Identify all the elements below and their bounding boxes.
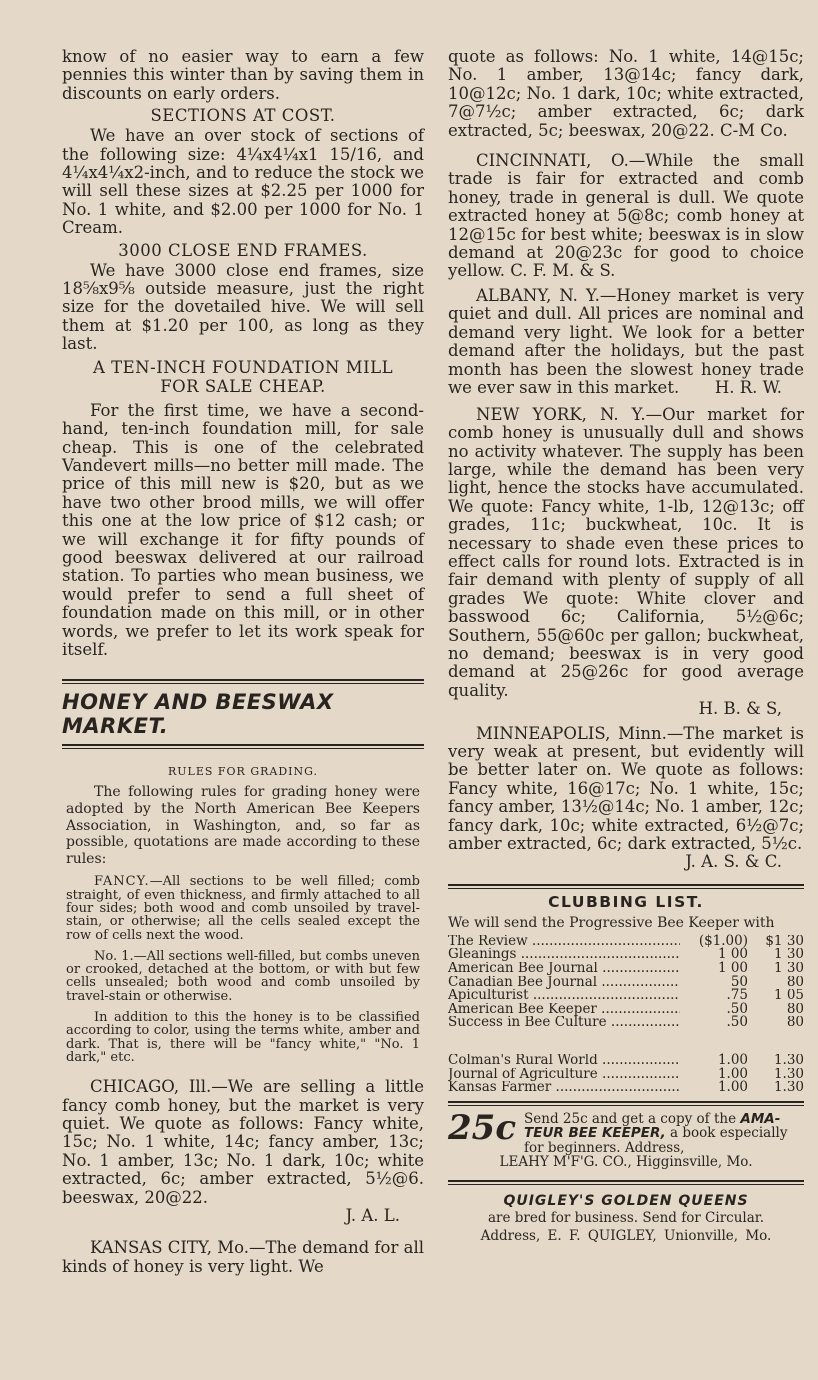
- chicago-paragraph: CHICAGO, Ill.—We are selling a little fancy comb honey, but the market is very quiet. We quote as follows: Fancy white, 15c; No. 1 white, 14c; fancy amber, 13c; No. 1 amber, 13c; No. 1 dark, 10c; white extracted, 6c; amber extracted, 5½@6. beeswax, 20@22.: [62, 1077, 424, 1207]
- sections-heading: SECTIONS AT COST.: [150, 106, 336, 126]
- clubbing-row-price: 50: [730, 973, 748, 990]
- chicago-signature: J. A. L.: [345, 1206, 400, 1226]
- amateur-bee-keeper-ad: [448, 1107, 804, 1156]
- clubbing-row-name: Journal of Agriculture .....: [448, 1068, 680, 1082]
- frames-heading: 3000 CLOSE END FRAMES.: [118, 240, 368, 260]
- clubbing-row-with: 80: [786, 1016, 804, 1031]
- mill-heading-line-1: A TEN-INCH FOUNDATION MILL: [92, 357, 394, 377]
- clubbing-row-with: 1.30: [773, 1054, 804, 1068]
- clubbing-row-name: Kansas Farmer .....: [448, 1081, 680, 1095]
- right-column: [448, 48, 804, 1245]
- quigley-title: QUIGLEY'S GOLDEN QUEENS: [503, 1193, 749, 1210]
- clubbing-row-name: Colman's Rural World .....: [448, 1054, 680, 1068]
- quigley-address: Address, E. F. QUIGLEY, Unionville, Mo.: [480, 1228, 772, 1245]
- market-title: HONEY AND BEESWAX MARKET.: [62, 690, 334, 739]
- clubbing-row: [448, 932, 804, 949]
- albany-signature: H. R. W.: [714, 378, 782, 398]
- clubbing-row: [448, 989, 804, 1003]
- quigley-text: are bred for business. Send for Circular.: [487, 1210, 765, 1227]
- minneapolis-paragraph: MINNEAPOLIS, Minn.—The market is very weak at present, but evidently will be better later on. We quote as follows: Fancy white, 16@17c; No. 1 white, 15c; fancy amber, 13½@14c; No. 1 amber, 12c; fancy dark, 10c; white extracted, 6½@7c; amber extracted, 6c; dark extracted, 5½c.: [448, 723, 804, 854]
- ad-title-1: AMA-: [740, 1110, 781, 1127]
- albany-paragraph: ALBANY, N. Y.—Honey market is very quiet and dull. All prices are nominal and demand very light. We look for a better demand after the holidays, but the past month has been the slowest honey trade we ever saw in this market.: [448, 285, 804, 397]
- clubbing-row-name: American Bee Keeper .....: [448, 1003, 680, 1017]
- classify-paragraph: In addition to this the honey is to be classified according to color, using the terms white, amber and dark. That is, there will be "fancy white," "No. 1 dark," etc.: [66, 1010, 420, 1065]
- fancy-paragraph: [62, 875, 424, 941]
- rules-heading: RULES FOR GRADING.: [167, 765, 319, 779]
- clubbing-row-price: ($1.00): [698, 932, 748, 949]
- clubbing-row-with: 80: [786, 975, 804, 990]
- clubbing-row: [448, 1081, 804, 1095]
- ad-top-rule: [448, 1101, 804, 1106]
- clubbing-row-with: 80: [786, 1002, 804, 1017]
- no1-paragraph: No. 1.—All sections well-filled, but combs uneven or crooked, detached at the bottom, or with but few cells unsealed; both wood and comb unsoiled by travel-stain or otherwise.: [66, 948, 420, 1004]
- cincinnati-paragraph: CINCINNATI, O.—While the small trade is fair for extracted and comb honey, trade in general is dull. We quote extracted honey at 5@8c; comb honey at 12@15c for best white; beeswax is in slow demand at 20@23c for good to choice yellow. C. F. M. & S.: [448, 151, 804, 281]
- ad-text-1: Send 25c and get a copy of the: [524, 1110, 737, 1127]
- clubbing-row-with: 1.30: [773, 1067, 804, 1082]
- newyork-paragraph: NEW YORK, N. Y.—Our market for comb honey is unusually dull and shows no activity whatever. The supply has been large, while the demand has been very light, hence the stocks have accumulated. We quote: Fancy white, 1-lb, 12@13c; off grades, 11c; buckwheat, 10c. It is necessary to shade even these prices to effect calls for round lots. Extracted is in fair demand with plenty of supply of all grades We quote: White clover and basswood 6c; California, 5½@6c; Southern, 55@60c per gallon; buckwheat, no demand; beeswax is in very good demand at 25@26c for good average quality.: [448, 404, 804, 700]
- rules-paragraph: The following rules for grading honey were adopted by the North American Bee Keepers Association, in Washington, and, so far as possible, quotations are made according to these rules:: [66, 784, 420, 867]
- quigley-top-rule: [448, 1180, 804, 1185]
- clubbing-row-price: .75: [726, 987, 748, 1004]
- clubbing-row-price: 1.00: [717, 1079, 748, 1096]
- sections-paragraph: We have an over stock of sections of the following size: 4¼x4¼x1 15/16, and 4¼x4¼x2-inch, and to reduce the stock we will sell these sizes at $2.25 per 1000 for No. 1 white, and $2.00 per 1000 for No. 1 Cream.: [62, 126, 424, 238]
- clubbing-row-name: Gleanings .....: [448, 948, 680, 962]
- clubbing-row-with: 1 30: [773, 948, 804, 963]
- clubbing-row-name: Success in Bee Culture .....: [448, 1016, 680, 1030]
- minneapolis-signature: J. A. S. & C.: [685, 852, 782, 872]
- clubbing-row-with: $1 30: [765, 934, 804, 949]
- newyork-signature: H. B. & S,: [698, 699, 782, 719]
- clubbing-row-price: 1.00: [717, 1065, 748, 1082]
- clubbing-row: [448, 1065, 804, 1082]
- clubbing-row-name: Canadian Bee Journal .....: [448, 976, 680, 990]
- ad-text: [524, 1112, 804, 1156]
- frames-paragraph: We have 3000 close end frames, size 18⅝x9⅝ outside measure, just the right size for the dovetailed hive. We will sell them at $1.20 per 100, as long as they last.: [62, 260, 424, 354]
- fancy-text: —All sections to be well filled; comb straight, of even thickness, and firmly attached to all four sides; both wood and comb unsoiled by travel-stain, or otherwise; all the cells sealed except the row of cells next the wood.: [66, 874, 420, 943]
- clubbing-row-price: .50: [726, 1014, 748, 1031]
- clubbing-row-name: Apiculturist .....: [448, 989, 680, 1003]
- clubbing-row-with: 1 05: [773, 989, 804, 1003]
- clubbing-row: [448, 948, 804, 962]
- clubbing-title: CLUBBING LIST.: [548, 892, 704, 911]
- clubbing-row-with: 1 30: [773, 962, 804, 976]
- clubbing-row-price: 1 00: [717, 946, 748, 963]
- clubbing-row: [448, 973, 804, 990]
- clubbing-table-2: [448, 1054, 804, 1095]
- intro-paragraph: know of no easier way to earn a few pennies this winter than by saving them in discounts on early orders.: [62, 47, 424, 103]
- clubbing-row-price: 1.00: [717, 1052, 748, 1069]
- clubbing-row: [448, 962, 804, 976]
- clubbing-row-price: .50: [726, 1000, 748, 1017]
- clubbing-top-rule: [448, 884, 804, 889]
- clubbing-row-name: American Bee Journal .....: [448, 962, 680, 976]
- market-bottom-rule: [62, 744, 424, 749]
- kansas-continued-paragraph: quote as follows: No. 1 white, 14@15c; No. 1 amber, 13@14c; fancy dark, 10@12c; No. 1 dark, 10c; white extracted, 7@7½c; amber extracted, 6c; dark extracted, 5c; beeswax, 20@22. C-M Co.: [448, 47, 804, 140]
- fancy-lead: FANCY.: [94, 874, 150, 890]
- ad-text-2: a book especially for beginners. Address,: [524, 1125, 788, 1156]
- market-top-rule: [62, 679, 424, 684]
- left-column: [62, 48, 424, 1276]
- clubbing-row-with: 1.30: [773, 1081, 804, 1095]
- clubbing-row-name: The Review .....: [448, 935, 680, 949]
- ad-title-2: TEUR BEE KEEPER,: [524, 1125, 666, 1142]
- mill-heading-line-2: FOR SALE CHEAP.: [160, 376, 326, 396]
- ad-address: LEAHY M'F'G. CO., Higginsville, Mo.: [499, 1154, 753, 1171]
- kansas-paragraph: KANSAS CITY, Mo.—The demand for all kinds of honey is very light. We: [62, 1238, 424, 1276]
- clubbing-row: [448, 1054, 804, 1068]
- clubbing-intro: We will send the Progressive Bee Keeper with: [448, 914, 775, 931]
- mill-paragraph: For the first time, we have a second-hand, ten-inch foundation mill, for sale cheap. This is one of the celebrated Vandevert mills—no better mill made. The price of this mill new is $20, but as we have two other brood mills, we will offer this one at the low price of $12 cash; or we will exchange it for fifty pounds of good beeswax delivered at our railroad station. To parties who mean business, we would prefer to send a full sheet of foundation made on this mill, or in other words, we prefer to let its work speak for itself.: [62, 400, 424, 659]
- clubbing-table: [448, 932, 804, 1031]
- clubbing-row-price: 1 00: [717, 960, 748, 977]
- clubbing-row: [448, 1000, 804, 1017]
- mill-heading: [62, 358, 424, 396]
- clubbing-row: [448, 1016, 804, 1030]
- ad-price: 25c: [448, 1107, 517, 1148]
